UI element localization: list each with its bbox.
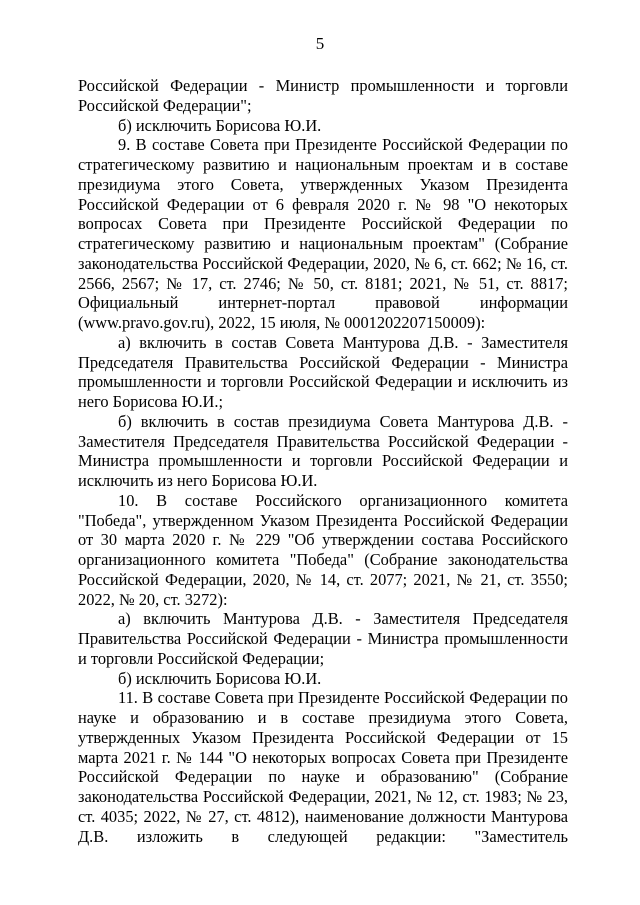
paragraph-item-10a: а) включить Мантурова Д.В. - Заместителя Председателя Правительства Российской Федерации - Министра промышленности и торговли Российской Федерации; [78,609,568,668]
paragraph-item-9b: б) включить в состав президиума Совета Мантурова Д.В. - Заместителя Председателя Правительства Российской Федерации - Министра промышленности и торговли Российской Федерации и исключить из него Борисова Ю.И. [78,411,568,490]
paragraph-item-9: 9. В составе Совета при Президенте Российской Федерации по стратегическому развитию и национальным проектам и в составе президиума этого Совета, утвержденных Указом Президента Российской Федерации от 6 февраля 2020 г. № 98 "О некоторых вопросах Совета при Президенте Российской Федерации по стратегическому развитию и национальным проектам" (Собрание законодательства Российской Федерации, 2020, № 6, ст. 662; № 16, ст. 2566, 2567; № 17, ст. 2746; № 50, ст. 8181; 2021, № 51, ст. 8817; Официальный интернет-портал правовой информации (www.pravo.gov.ru), 2022, 15 июля, № 0001202207150009): [78,135,568,332]
document-body [78,76,568,846]
page-number: 5 [315,34,325,53]
paragraph-item-11: 11. В составе Совета при Президенте Российской Федерации по науке и образованию и в составе президиума этого Совета, утвержденных Указом Президента Российской Федерации от 15 марта 2021 г. № 144 "О некоторых вопросах Совета при Президенте Российской Федерации по науке и образованию" (Собрание законодательства Российской Федерации, 2021, № 12, ст. 1983; № 23, ст. 4035; 2022, № 27, ст. 4812), наименование должности Мантурова Д.В. изложить в следующей редакции: "Заместитель [78,688,568,846]
paragraph-exclude-item: б) исключить Борисова Ю.И. [118,115,322,135]
paragraph-item-10: 10. В составе Российского организационного комитета "Победа", утвержденном Указом Президента Российской Федерации от 30 марта 2020 г. № 229 "Об утверждении состава Российского организационного комитета "Победа" (Собрание законодательства Российской Федерации, 2020, № 14, ст. 2077; 2021, № 21, ст. 3550; 2022, № 20, ст. 3272): [78,490,568,609]
paragraph-item-10b: б) исключить Борисова Ю.И. [118,668,322,688]
paragraph-continuation: Российской Федерации - Министр промышленности и торговли Российской Федерации"; [78,76,568,115]
paragraph-item-9a: а) включить в состав Совета Мантурова Д.В. - Заместителя Председателя Правительства Российской Федерации - Министра промышленности и торговли Российской Федерации и исключить из него Борисова Ю.И.; [78,332,568,411]
